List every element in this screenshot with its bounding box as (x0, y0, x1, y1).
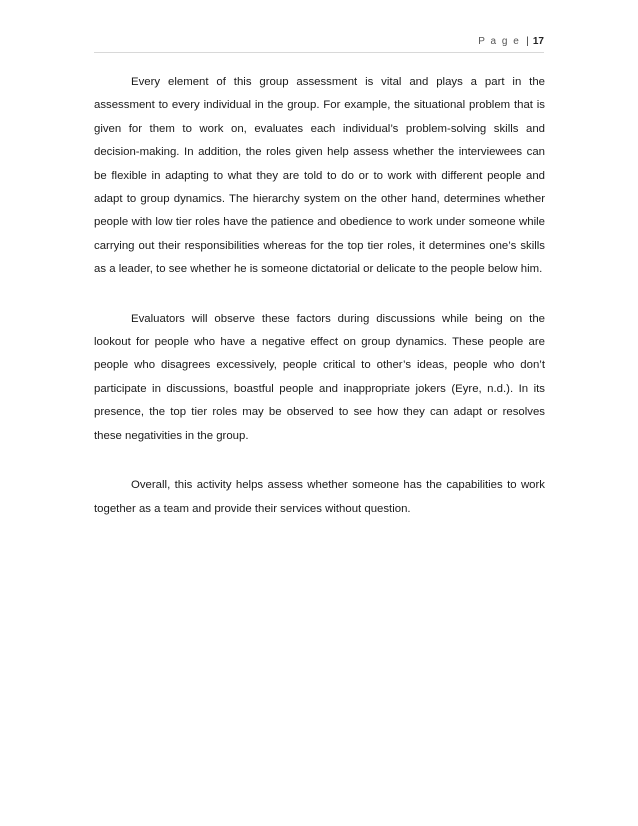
header-divider (94, 52, 544, 53)
page-label: P a g e (478, 36, 521, 47)
paragraph-1: Every element of this group assessment is vital and plays a part in the assessment to every individual in the group. For example, the situational problem that is given for them to work on, evaluates each individual’s problem-solving skills and decision-making. In addition, the roles given help assess whether the interviewees can be flexible in adapting to what they are told to do or to work with different people and adapt to group dynamics. The hierarchy system on the other hand, determines whether people with low tier roles have the patience and obedience to work under someone while carrying out their responsibilities whereas for the top tier roles, it determines one’s skills as a leader, to see whether he is someone dictatorial or delicate to the people below him. (94, 76, 545, 276)
paragraph-2: Evaluators will observe these factors during discussions while being on the lookout for people who have a negative effect on group dynamics. These people are people who disagrees excessively, people critical to other’s ideas, people who don’t participate in discussions, boastful people and inappropriate jokers (Eyre, n.d.). In its presence, the top tier roles may be observed to see how they can adapt or resolves these negativities in the group. (94, 312, 545, 442)
page-number: 17 (532, 36, 544, 47)
page-header (478, 36, 544, 47)
document-body (94, 71, 545, 547)
header-separator: | (526, 36, 529, 47)
paragraph-3: Overall, this activity helps assess whether someone has the capabilities to work together as a team and provide their services without question. (94, 479, 545, 515)
